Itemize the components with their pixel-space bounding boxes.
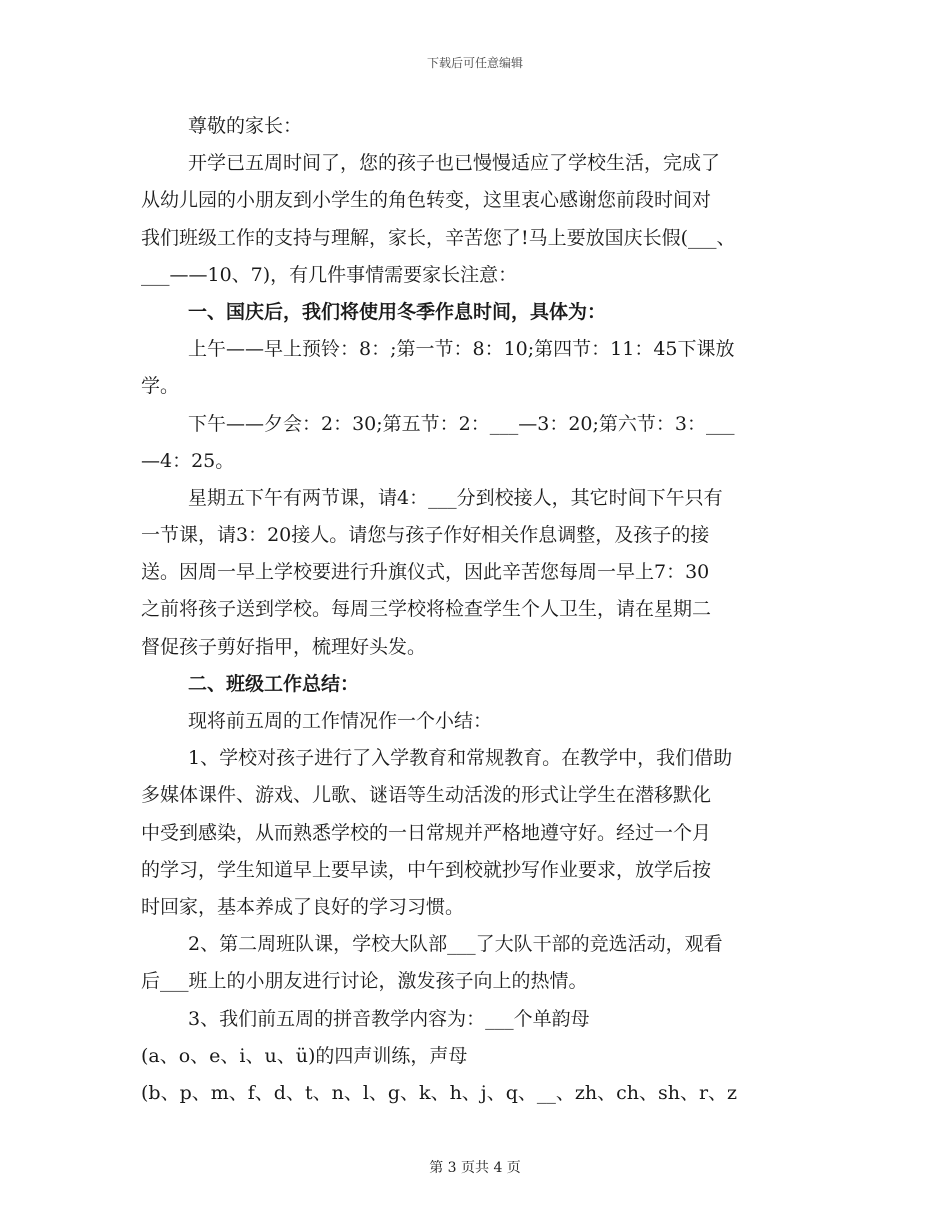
- text-line: 时回家，基本养成了良好的学习习惯。: [141, 895, 465, 918]
- text-line: 一节课，请3：20接人。请您与孩子作好相关作息调整，及孩子的接: [141, 524, 710, 547]
- text-line: (b、p、m、f、d、t、n、l、g、k、h、j、q、__、zh、ch、sh、r、z: [141, 1081, 738, 1104]
- text-line: (a、o、e、i、u、ü)的四声训练，声母: [141, 1044, 468, 1067]
- text-line: 3、我们前五周的拼音教学内容为：___个单韵母: [188, 1007, 590, 1030]
- text-line: 督促孩子剪好指甲，梳理好头发。: [141, 635, 427, 658]
- text-line: 星期五下午有两节课，请4：___分到校接人，其它时间下午只有: [188, 486, 723, 509]
- text-line: 尊敬的家长：: [188, 115, 303, 137]
- text-line: 中受到感染，从而熟悉学校的一日常规并严格地遵守好。经过一个月: [141, 821, 712, 844]
- text-line: 现将前五周的工作情况作一个小结：: [188, 710, 493, 732]
- text-line: ___——10、7)，有几件事情需要家长注意：: [141, 263, 518, 286]
- text-line: 上午——早上预铃：8：;第一节：8：10;第四节：11：45下课放: [188, 338, 735, 361]
- text-line: 学。: [141, 375, 180, 398]
- text-line: 2、第二周班队课，学校大队部___了大队干部的竞选活动，观看: [188, 933, 723, 956]
- text-line: 后___班上的小朋友进行讨论，激发孩子向上的热情。: [141, 970, 588, 993]
- text-line: 从幼儿园的小朋友到小学生的角色转变，这里衷心感谢您前段时间对: [141, 189, 712, 212]
- text-line: —4：25。: [141, 449, 235, 472]
- text-line: 的学习，学生知道早上要早读，中午到校就抄写作业要求，放学后按: [141, 858, 712, 881]
- text-line: 下午——夕会：2：30;第五节：2：___—3：20;第六节：3：___: [188, 412, 735, 435]
- page-header: 下载后可任意编辑: [426, 56, 523, 70]
- page-footer: 第 3 页共 4 页: [429, 1160, 521, 1176]
- section-heading: 二、班级工作总结：: [188, 672, 360, 695]
- text-line: 多媒体课件、游戏、儿歌、谜语等生动活泼的形式让学生在潜移默化: [141, 784, 712, 807]
- section-heading: 一、国庆后，我们将使用冬季作息时间，具体为：: [188, 300, 607, 323]
- text-line: 我们班级工作的支持与理解，家长，辛苦您了!马上要放国庆长假(___、: [141, 226, 736, 249]
- text-line: 1、学校对孩子进行了入学教育和常规教育。在教学中，我们借助: [188, 747, 733, 770]
- text-line: 送。因周一早上学校要进行升旗仪式，因此辛苦您每周一早上7：30: [141, 561, 710, 584]
- document-body: [141, 108, 821, 1112]
- text-line: 开学已五周时间了，您的孩子也已慢慢适应了学校生活，完成了: [188, 152, 721, 175]
- text-line: 之前将孩子送到学校。每周三学校将检查学生个人卫生，请在星期二: [141, 598, 712, 621]
